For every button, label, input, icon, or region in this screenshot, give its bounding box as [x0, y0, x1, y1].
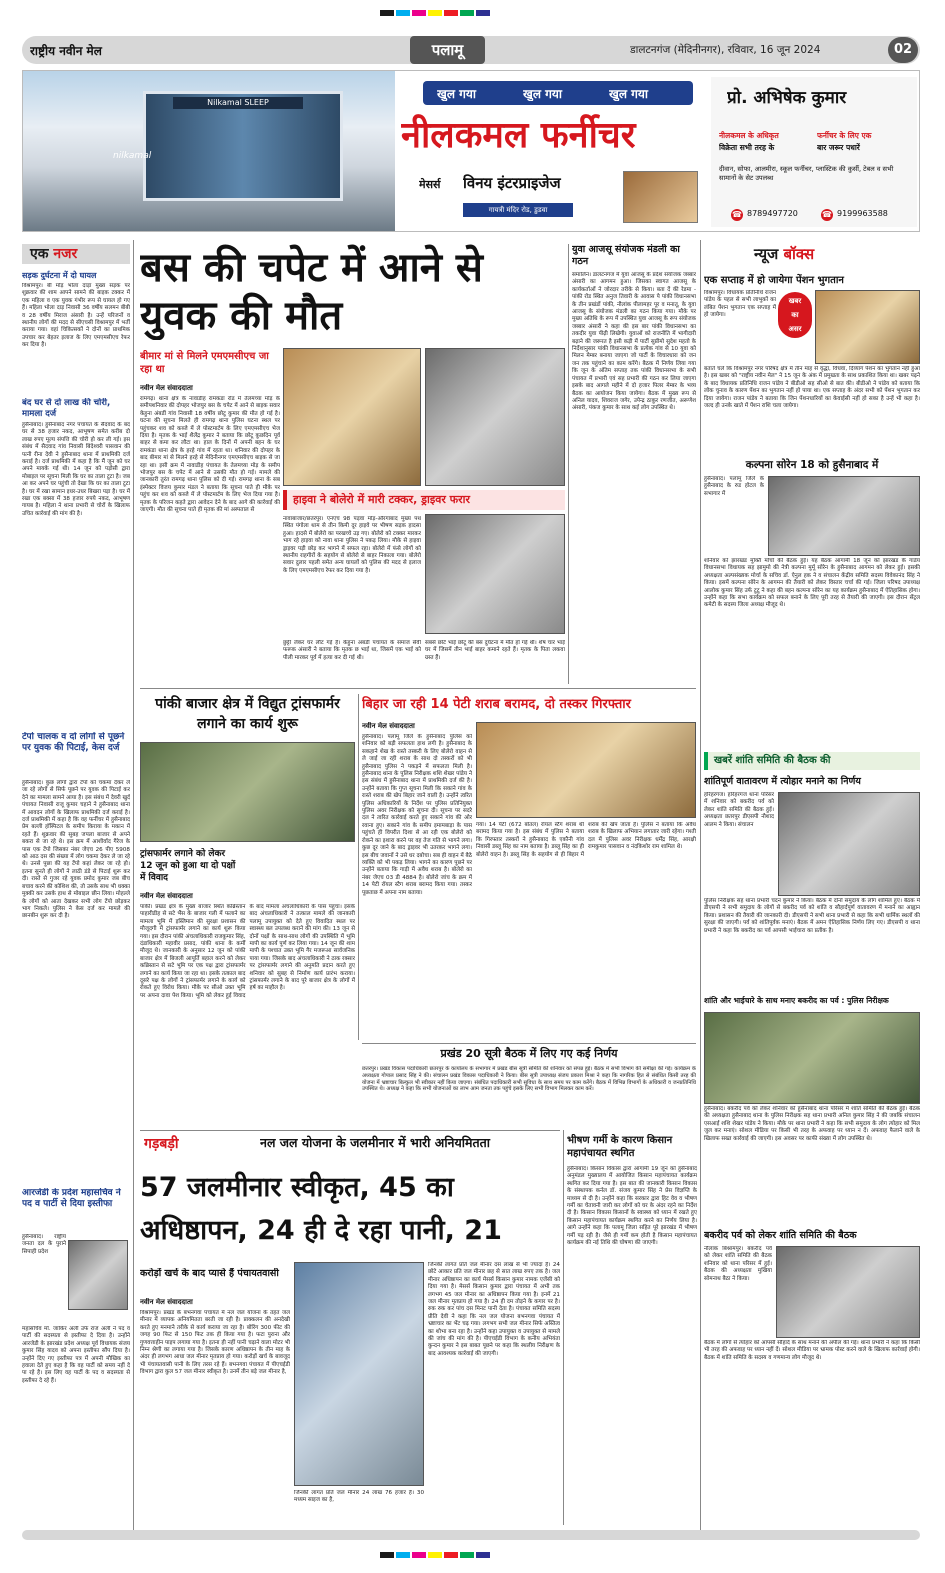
color-swatch: [412, 1552, 426, 1558]
furniture-advertisement: [22, 70, 920, 232]
column-rule: [700, 240, 701, 1530]
shanti-headline-1: शांतिपूर्ण वातावरण में त्योहार मनाने का निर्णय: [704, 776, 861, 787]
nazar-headline-4: आरजेडी के प्रदेश महासचिव ने पद व पार्टी से दिया इस्तीफा: [22, 1188, 121, 1209]
pankibazar-byline: नवीन मेल संवाददाता: [140, 892, 193, 900]
bakrid-headline: बकरीद पर्व को लेकर शांति समिति की बैठक: [704, 1230, 857, 1241]
sharab-headline: बिहार जा रही 14 पेटी शराब बरामद, दो तस्कर गिरफ्तार: [362, 697, 631, 712]
lead-continued-1: छुट्टी लेकर घर लौट गई है। केहुना अंबडीं पंचायत के समाज सेवी फरूक अंसारी ने बताया कि मृतक छ भाई था, जिसमें एक भाई को पीली मारकर पूर्व में हत्या कर दी गई थी।: [283, 640, 421, 661]
pankibazar-subheadline: ट्रांसफार्मर लगाने को लेकर 12 जून को हुआ था दो पक्षों में विवाद: [140, 849, 236, 883]
kalpana-body: शनिवार को झारखंड मुक्ति मोर्चा की बैठक हुई। यह बैठक आगामी 18 जून को झारखंड के गांडेय विधानसभा विधायक सह झामुमो की नेत्री कल्पना मुर्मू सोरेन के हुसैनाबाद आगमन को लेकर हुई। इसकी अध्यक्षता अल्पसंख्यक मोर्चा के सचिव डॉ. ऐनुल हक ने व संचालन केंद्रीय समिति सदस्य विवेकानंद सिंह ने किया। इसमें कल्पना सोरेन के आगमन की तैयारी को लेकर विस्तार चर्चा की गई। जिला परिषद उपाध्यक्ष आलोक कुमार सिंह उर्फ टुटू ने कहा की बहन कल्पना सोरेन का यह कार्यक्रम हुसैनाबाद में ऐतिहासिक होगा। उन्होंने कहा कि सभा कार्यक्रम को सफल बनाने के लिए पूरी तरह से तैयारी की जाएगी। इस दौरान सेंट्रल कमेटी के सदस्य जिला अध्यक्ष मौजूद थे।: [704, 558, 920, 609]
lead-subheadline: बीमार मां से मिलने एमएमसीएच जा रहा था: [140, 351, 269, 375]
column-rule: [563, 1130, 564, 1525]
yuva-body: समालिन। डालटनगंज में युवा आजसू के प्रदेश संयोजक जब्बार अंसारी का आगमन हुआ। जिसका स्वागत आजसू के कार्यकर्ताओं ने जोरदार तरीके से किया। बता दें की रेडमा - पांकी रोड स्थित अनुज तिवारी के आवास पे पांकी विधानसभा के तीन प्रखंडों पांकी, नौलांक पीलामहर पूर व मनातू, के युवा आजसू के संयोजक मंडली का गठन किया गया। मौके पर मुख्य अतिथि के रूप में उपस्थित युवा आजसू के रूप संयोजक जब्बार अंसारी ने कहा की इस बार पांकी विधानसभा का तकदीर युवा पीढ़ी लिखेगी। युवाओं को राजनीति में भागीदारी बढ़ाने की जरूरत है इसी कड़ी में पार्टी सुप्रीमो सुदेश महतो के निर्देशानुसार पांकी विधानसभा के प्रत्येक गांव से 10 युवा को मिलन मेम्बर बनाया जाएगा जो पार्टी के विचारधारा को जन जन तक पहुंचाने का काम करेंगे। बैठक में निर्णय लिया गया कि जून के अंतिम सप्ताह तक पांकी विधानसभा के सभी पंचायत में प्रभारी एवं सह प्रभारी की गठन कर लिया जाएगा इसके बाद आगले महीने में दो हजार पिलर मेम्बर के भव्य बैठक का आयोजन किया जायेगा। बैठक में मुख्य रूप से अनिल यादव, शिवराज जगेर, उपेन्द्र ठाकुर रणजीत, अरूणेश अंसारी, पंकज कुमार के साथ कई लोग उपस्थित थे।: [572, 272, 696, 412]
ek-nazar-label-a: एक: [30, 246, 54, 262]
color-swatch: [460, 10, 474, 16]
nazar-story-1: विश्रामपुर। बी मोड़ भोला दाड़ा मुख्य सड़क पर शुक्रवार की शाम आपने सामने की बाइक टक्कर में एक महिला व एक युवक गंभीर रूप से घायल हो गए हैं। महिला भोला दाड़ निवासी 36 वर्षीय सलमन बीबी व 28 वर्षीय मिराज अंसारी है। उन्हें परिजनों व स्थानीय लोगों की मदद से सीएचसी विश्रामपुर में भर्ती कराया गया। वहां चिकित्सकों ने दोनों का प्राथमिक उपचार कर बेहतर इलाज के लिए एमएमसीएच रेफर कर दिया है।: [22, 283, 130, 349]
news-box-label-a: न्यूज: [754, 245, 784, 263]
nazar-story-3: हुसैनाबाद। कुछ लोगों द्वारा टेंपो को चकमा देकर ले जा रहे लोगों से सिर्फ पूछने पर युवक की पिटाई कर देने का मामला सामने आया है। इस संबंध में देवरी खुर्द पंचायत निवासी राजू कुमार चहाने ने हुसैनाबाद थाना में आवदन लोगों के खिलाफ प्राथमिकी दर्ज कराई है। दर्ज प्राथमिकी में कहा है कि वह फर्नीचर में हुसैनाबाद प्रेम बल्ली हॉस्पिटल के समीप किराया के मकान में रहते हैं। शुक्रवार की सुबह जपला बाजार से अपने बकरा से जा रहे थे। इस क्रम में आशीर्वाद गैरेज के पास एक टेंपो जिसका नंबर जेएच 26 पीए 5908 को आठ दस की संख्या में लोग चकमा देकर ले जा रहे थे। उनसे पूछा की यह टेंपो कहां लेकर जा रहे हो। इतना सुनते ही लोगों ने लाठी डंडे से पिटाई शुरू कर दी। रास्ते से गुजर रहे युवक प्रमोद कुमार जब बीच बचाव करने की कोशिश की, तो उसके साथ भी धक्का मुक्की कर उसके हाथ से मोबाइल छीन लिया। मोहल्ले के लोगों को आता देखकर सभी लोग टेंपो छोड़कर भाग निकले। पुलिस ने केस दर्ज कर मामले की छानबीन शुरू कर दी है।: [22, 780, 130, 920]
paper-name: राष्ट्रीय नवीन मेल: [30, 44, 102, 58]
sutri-headline: प्रखंड 20 सूत्री बैठक में लिए गए कई निर्णय: [440, 1047, 618, 1060]
khul-gaya-1: खुल गया: [437, 87, 476, 101]
jalminar-body-continued: जिनकी लागत प्रति जल मीनार दस लाख से भी ज्यादा है। 24 छोटे आकार प्रति जल मीनार छह से सात लाख रुपए तक है। जल मीनार अधिष्ठापन का कार्य मेसर्स किसान कुमार नामक एजेंसी को दिया गया है। मेसर्स किसान कुमार द्वारा पंचायत में अभी तक लगभग 45 जल मीनार का अधिष्ठापन किया गया है। इनमें 21 जल मीनार मृतप्राय हो गया है। 24 ही दम तोड़ने के कगार पर है। रुक रुक कर पांच दस मिनट पानी देता है। पंचायत समिति सदस्य प्रीति देवी ने कहा कि नल जल योजना बभनगवा पंचायत में भ्रष्टाचार का भेंट चढ़ गया। लगभग सभी जल मीनार सिर्फ अस्तित्व का शोभा बना रहा है। उन्होंने कहा उपायुक्त व उपायुक्त से मामले की जांच की मांग की है। पीएचईडी विभाग के कनीय अभियंता कुन्दन कुमार ने इस बाबत पूछने पर कहा कि स्थलीय निरीक्षण के बाद आवश्यक कार्रवाई की जाएगी।: [428, 1262, 560, 1357]
color-swatch: [380, 10, 394, 16]
jalminar-subheadline: करोड़ों खर्च के बाद प्यासे हैं पंचायतवासी: [140, 1268, 279, 1279]
yuva-headline: युवा आजसू संयोजक मंडली का गठन: [572, 244, 680, 267]
pankibazar-headline: पांकी बाजार क्षेत्र में विद्युत ट्रांसफार्मर लगाने का कार्य शुरू: [155, 696, 340, 732]
seized-liquor-photo: [476, 722, 696, 818]
column-rule: [568, 244, 569, 684]
color-swatch: [396, 10, 410, 16]
storefront-sign: Nilkamal SLEEP: [173, 97, 303, 109]
color-swatch: [476, 1552, 490, 1558]
column-rule: [358, 694, 359, 1040]
column-rule: [133, 240, 134, 1530]
highway-headline: हाइवा ने बोलेरो में मारी टक्कर, ड्राइवर फरार: [283, 490, 565, 510]
lead-headline: बस की चपेट में आने से युवक की मौत: [140, 245, 483, 339]
accident-bolero-photo: [425, 514, 565, 634]
ad-items: दीवान, सोफा, आलमीरा, स्कूल फर्नीचर, प्लास्टिक की कुर्सी, टेबल व सभी सामानों के सेट उपलब्ध: [719, 165, 894, 182]
nazar-headline-2: बंद घर से दो लाख की चोरी, मामला दर्ज: [22, 398, 111, 419]
phone-icon: ☎: [732, 210, 742, 219]
section-rule: [140, 1130, 560, 1131]
jalminar-body: विश्रामपुर। प्रखंड के बभनगवा पंचायत में नल जल योजना के तहत जल मीनार में व्यापक अनियमितता बरती जा रही है। प्राक्कलन की अनदेखी करते हुए मनमाने तरीके से कार्य कराया जा रहा है। बोरिंग 300 फीट की जगह 90 फिट से 150 फिट तक ही किया गया है। फटा पुराना और गुणवत्ताहीन पाइप लगाया गया है। इतना ही नहीं पानी चढ़ाने वाला मोटर भी निम्न श्रेणी का लगाया गया है। जिसके कारण अधिष्ठापन के तीन माह के अंदर ही लगभग आधा जल मीनार मृतप्राय हो गया। करोड़ों खर्च के बावजूद भी पंचायतवासी पानी के लिए तरस रहे हैं। बभनगवा पंचायत में पीएचईडी विभाग द्वारा कुल 57 जल मीनार स्वीकृत है। उनमें तीन बड़े जल मीनार है,: [140, 1310, 290, 1376]
ek-nazar-label-b: नजर: [53, 246, 78, 262]
ad-line-2a: फर्नीचर के लिए एक: [817, 131, 872, 140]
jalminar-kicker: नल जल योजना के जलमीनार में भारी अनियमितता: [260, 1135, 490, 1150]
impact-badge: [778, 292, 812, 338]
section-rule: [140, 688, 696, 689]
shanti-intro-1: हरिहरगंज। हरिहरगंज थाना परिसर में शनिवार को बकरीद पर्व को लेकर शांति समिति की बैठक हुई। अध्यक्षता छतरपुर डीएसपी नौशाद आलम ने किया। संचालन: [704, 792, 774, 828]
ad-right-panel: [711, 77, 917, 227]
color-swatch: [380, 1552, 394, 1558]
color-swatch: [444, 1552, 458, 1558]
sharab-body-continued: गया। 14 पेटी (672 बोतल) रॉयल स्टैग शराब थी बरामद किया गया है। इस संबंध में पुलिस ने बताया कि गिरफ्तार तस्करों ने हुसैनाबाद के एकौनी गांव निवासी डब्लू सिंह का नाम बताया है। डब्लू सिंह का ही बोलेरो वाहन है। डब्लू सिंह के सहयोग से ही बिहार में शराब की खेप जाता है। पुलिस ने बताया कि अवैध शराब के खिलाफ अभियान लगातार जारी रहेगा। गश्ती दल में पुलिस अवर निरीक्षक धर्मेंद्र सिंह, आरक्षी रामकुमार पासवान व नंदकिशोर राम शामिल थे।: [476, 822, 696, 858]
pension-body: बताते चलें कि विश्रामपुर नगर परिषद क्षेत्र में तीन माह से वृद्धा, विधवा, दिव्यांग पेंशन का भुगतान नहीं हुआ है। इस खबर को "राष्ट्रीय नवीन मेल" ने 15 जून के अंक में प्रमुखता के साथ प्रकाशित किया था। खबर पढ़ने के बाद विधायक प्रतिनिधि राजन पांडेय ने बीडीओ सह सीओ से बात की। बीडीओ ने पांडेय को बताया कि लोक चुनाव के कारण पेंशन का भुगतान नहीं हो पाया था। एक सप्ताह के अंदर सभी को पेंशन भुगतान कर दिया जायेगा। राजन पांडेय ने बताया कि जिन पेंशनधारियों का केवाईसी नहीं हो सका है उन्हें भी कहा है। जल्द ही उनके खाते में पेंशन राशि चला जायेगा।: [704, 366, 920, 410]
pension-intro: विश्रामपुर। विधायक प्रतिनिधि राजन पांडेय के पहल से सभी लाभुकों का लंबित पेंशन भुगतान एक सप्ताह में हो जायेगा।: [704, 290, 776, 319]
khul-gaya-3: खुल गया: [609, 87, 648, 101]
color-swatch: [396, 1552, 410, 1558]
shanti-meeting-photo-1: [778, 792, 920, 896]
sutri-body: छतरपुर। प्रखंड विकास पदाधिकारी छतरपुर के कार्यालय के सभागार में प्रखंड बीस सूत्री समिति की शनिवार को संपन्न हुई। बैठक में सभी विभाग की समीक्षा की गई। कार्यक्रम के अध्यक्षता गोपाल प्रसाद सिंह ने की। संचालन प्रखंड विकास पदाधिकारी ने किया। बीस सूत्री उपाध्यक्ष संजय प्रकाश मिश्रा ने कहा कि नागरिक हित से संबंधित किसी तरह की योजना में भ्रष्टाचार बिल्कुल भी स्वीकार नहीं किया जाएगा। संबंधित पदाधिकारी सभी सुविधा के साथ समय पर काम करेंगे। बैठक में विभिन्न विभागों के अधिकारी व जनप्रतिनिधि उपस्थित थे। अध्यक्ष ने कहा कि सभी योजनाओं का लाभ आम जनता तक पहुंचे इसके लिए सभी विभाग मिलकर काम करें।: [362, 1066, 696, 1093]
firm-address: गायत्री मंदिर रोड, डुडवा: [463, 203, 573, 217]
firm-name: विनय इंटरप्राइजेज: [463, 174, 561, 192]
bakrid-body: बैठक में लोगों से त्योहार को आपसी सौहार्द के साथ मनाने की अपील की गई। थाना प्रभारी ने कहा कि किसी भी तरह की अफवाह पर ध्यान नहीं दें। सोशल मीडिया पर भ्रामक पोस्ट करने वाले के खिलाफ कार्रवाई होगी। बैठक में शांति समिति के सदस्य व गणमान्य लोग मौजूद थे।: [704, 1340, 920, 1361]
messrs-label: मेसर्स: [419, 178, 441, 191]
shanti-section-title: खबरें शांति समिति की बैठक की: [704, 752, 920, 770]
proprietor-name: प्रो. अभिषेक कुमार: [727, 88, 847, 108]
ad-brand-name: नीलकमल फर्नीचर: [401, 115, 636, 156]
leader-portrait-photo: [68, 1240, 128, 1310]
shanti-meeting-photo-2: [704, 1012, 920, 1104]
impact-badge-line-3: असर: [788, 325, 802, 333]
khul-gaya-2: खुल गया: [523, 87, 562, 101]
kalpana-intro: हुसैनाबाद। पलामू जिले के हुसैनाबाद के रुड होटल के सभागार में: [704, 476, 764, 497]
news-box-label-b: बॉक्स: [783, 245, 815, 263]
nazar-story-2: हुसैनाबाद। हुसैनाबाद नगर पंचायत के सैदवाद के बंद घर से 38 हजार नकद, आभूषण समेत करीब दो लाख रुपए मूल्य संपत्ति की चोरी हो कर ली गई। इस संबंध में सैदवाद गांव निवासी बिंदेश्वरी पासवान की पत्नी रीना देवी ने हुसैनाबाद थाना में प्राथमिकी दर्ज कराई है। दर्ज प्राथमिकी में कहा है कि मैं जून को घर अपने मायके गई थी। 14 जून को पड़ोसी द्वारा मोबाइल पर सूचना मिली कि घर का ताला टूटा है। जब आ कर अपने घर पहुंची तो देखा कि घर का ताला टूटा है। घर में रखा सामान इधर-उधर बिखरा पड़ा है। घर में रखा एक बक्सा में 38 हजार रुपये नकद, आभूषण गायब है। महिला ने थाना प्रभारी से चोरों के खिलाफ उचित कार्रवाई की मांग की है।: [22, 422, 130, 517]
registration-color-bar: [380, 4, 580, 16]
ad-line-2b: बार जरूर पधारें: [817, 143, 860, 152]
bhishan-headline: भीषण गर्मी के कारण किसान महापंचायत स्थगित: [567, 1135, 673, 1159]
section-rule: [362, 1043, 696, 1044]
section-title: पलामू: [410, 36, 485, 64]
footer-bar: [22, 1530, 920, 1540]
storefront-photo: [23, 71, 395, 231]
shanti-body-1: पुलिस निरीक्षक सह थाना प्रभारी चंदन कुमार ने किया। बैठक में दोनों समुदाय के लोग शामिल हुए। बैठक में डीएसपी ने सभी समुदाय के लोगों से बकरीद पर्व को शांति व सौहार्दपूर्ण वातावरण में मनाने का आह्वान किया। प्रशासन की तैयारी की जानकारी दी। डीएसपी ने सभी थाना प्रभारी से कहा कि सभी धार्मिक स्थलों की सुरक्षा की जाएगी। पर्व को शांतिपूर्वक मनाएं। बैठक में अमन ऐतिहासिक निर्णय लिए गए। डीएसपी व थाना प्रभारी ने कहा कि बकरीद का पर्व आपसी भाईचारा का प्रतीक है।: [704, 898, 920, 934]
registration-color-bar-bottom: [380, 1546, 580, 1558]
sharab-body: हुसैनाबाद। पलामू जिले के हुसैनाबाद पुलिस को शनिवार को बड़ी सफलता हाथ लगी है। हुसैनाबाद के सकहाने शेख के रास्ते तस्करी के लिए बोलेरो वाहन से ले जाई जा रही शराब के साथ दो तस्करों को भी हुसैनाबाद पुलिस ने पकड़ने में सफलता मिली है। हुसैनाबाद थाना के पुलिस निरीक्षक शशि शेखर पांडेय ने इस संबंध में हुसैनाबाद थाना में प्राथमिकी दर्ज की है। उन्होंने बताया कि गुप्त सूचना मिली कि सकाने गांव के रास्ते शराब की खेप बिहार जाने वाली है। उन्होंने त्वरित पुलिस अधिकारियों के निर्देश पर पुलिस प्रतिनियुक्त पुलिस अवर निरीक्षक को सूचना दी। सूचना पर सदरे दल ने त्वरित कार्रवाई करते हुए सकाने गांव की ओर रवाना हुए। सकाने गांव के समीप इमामबाड़ा के पास पहुंचते ही विपरीत दिशा से आ रही एक बोलेरो को रोकने का इशारा करने पर वह तेज गति से भागने लगा। कुछ दूर जाने के बाद ड्राइवर भी उतरकर भागने लगा। इस बीच जवानों ने उसे धर दबोचा। सब ही वाहन में बैठे व्यक्ति को भी पकड़ लिया। भागने का कारण पूछने पर उन्होंने बताया कि गाड़ी में अवैध शराब है। बोलेरो का नंबर जेएच 03 डी 4884 है। बोलेरो जांच के क्रम में 14 पेटी रॉयल स्टैग शराब बरामद किया गया। तस्कर पूछताछ में अपना नाम बताया।: [362, 734, 472, 896]
lead-body: रामगढ़। थाना क्षेत्र के नावाडीह रामकंडा रोड में तेलमच्या मोड़ के समीपशनिवार की दोपहर भोजपुर बस के चपेट में आने से बाइक सवार केहुना अंबडीं गांव निवासी 18 वर्षीय छोटू कुमार की मौत हो गई है। घटना की सूचना मिलते ही रामगढ़ थाना पुलिस घटना स्थल पर पहुंचकर शव को कब्जे में ले पोस्टमार्टम के लिए एमएमसीएच भेज दिया है। मृतक के भाई शैलेंद्र कुमार ने बताया कि छोटू कुछदिन पूर्व बाहर से कमा कर लौटा था। हाल के दिनों में अपनी बहन के घर रामकंडा थाना क्षेत्र के हरहे गांव में रहता था। शनिवार की दोपहर के बाद बीमार मां से मिलने हरहे से मेदिनीनगर एमएमसीएच बाइक से जा रहा था। इसी क्रम में नावाडीह पंचायत के तेलमच्या मोड़ के समीप भोजपुर बस के चपेट में आने से उसकी मौत हो गई। मामले की जानकारी तुरंत रामगढ़ थाना पुलिस को दी गई। रामगढ़ थाना के सब इंस्पेक्टर विजय कुमार मंडल ने बताया कि सूचना पाते ही मौके पर पहुंच कर शव को कब्जे में ले पोस्टमार्टम के लिए भेज दिया गया है। मृतक के परिजन कहते द्वारा आवेदन देने के बाद आगे की कार्रवाई की जाएगी। मौत की सूचना पाते ही मृतक की मां अस्पताल से: [140, 396, 280, 514]
highway-body: नावाबाजार/छतरपुर। एनएच 98 पड़वा मोड़-औरंगाबाद मुख्य पथ स्थित पंगोला थाम से तीन किमी दूर हाइवे पर भीषण सड़क हादसा हुआ। हादसे में बोलेरो का परखच्चे उड़ गए। बोलेरो को टक्कर मारकर भाग रहे हाइवा को नावा थाना पुलिस ने पकड़ लिया। मौके से हाइवा ड्राइवर पड़ी छोड़ कर भागने में सफल रहा। बोलेरो में फंसे लोगों को स्थानीय राहगीरों के सहयोग से बोलेरो से बाहर निकाला गया। बोलेरो सवार दुलार पहली समेत अन्य घायलों को पुलिस की मदद से इलाज के लिए एमएमसीएच रेफर कर दिया गया है।: [283, 516, 421, 574]
nazar-headline-1: सड़क दुर्घटना में दो घायल: [22, 271, 97, 280]
bhishan-body: हुसैनाबाद। किसान विकास द्वारा आगामी 19 जून को हुसैनाबाद अनुमंडल मुख्यालय में आयोजित किसान महापंचायत कार्यक्रम स्थगित कर दिया गया है। इस बात की जानकारी किसान विकास के संस्थापक कर्नल डॉ. संजय कुमार सिंह ने प्रेस विज्ञप्ति के माध्यम से दी है। उन्होंने कहा कि सरकार द्वारा हिट वेव व भीषण गर्मी का चेतावनी जारी कर लोगों को घर के अंदर रहने का निर्देश दी है। किसान विकास किसानों के स्वास्थ्य को ध्यान में रखते हुए किसान महापंचायत कार्यक्रम स्थगित करने का निर्णय लिया है। आगे उन्होंने कहा कि पलामू जिला सहित पूरे झारखंड में भीषण गर्मी पड़ रही है। जैसे ही गर्मी कम होती है किसान महापंचायत कार्यक्रम की नई तिथि की घोषणा की जाएगी।: [567, 1166, 697, 1247]
ad-line-1a: नीलकमल के अधिकृत: [719, 131, 779, 140]
damaged-bike-photo: [425, 348, 565, 486]
shanti-body-2: हुसैनाबाद। बकरीद पर्व को लेकर शनिवार को हुसैनाबाद थाना परिसर में शांति समिति की बैठक हुई। बैठक की अध्यक्षता हुसैनाबाद थाना के पुलिस निरीक्षक सह थाना प्रभारी अनिल कुमार सिंह ने की जबकि संचालन एसआई शशि शेखर पांडेय ने किया। मौके पर थाना प्रभारी ने कहा कि सभी समुदाय के लोग त्योहार को मिल जुल कर मनाएं। सोशल मीडिया पर किसी भी तरह के अफवाह पर ध्यान न दें। अफवाह फैलाने वाले के खिलाफ सख्त कार्रवाई की जाएगी। इस अवसर पर काफी संख्या में लोग उपस्थित थे।: [704, 1106, 920, 1142]
color-swatch: [412, 10, 426, 16]
phone-1: 8789497720: [747, 209, 798, 218]
jalminar-headline: 57 जलमीनार स्वीकृत, 45 का अधिष्ठापन, 24 ही दे रहा पानी, 21: [140, 1172, 502, 1246]
ek-nazar-label: [22, 244, 130, 264]
news-box-label: [704, 244, 920, 264]
bakrid-meeting-photo: [776, 1246, 920, 1338]
sharab-byline: नवीन मेल संवाददाता: [362, 722, 415, 730]
impact-badge-line-2: का: [791, 311, 799, 319]
water-tower-photo: [294, 1262, 424, 1486]
color-swatch: [444, 10, 458, 16]
nazar-story-4: महासचिव मो. जाकिर अली उर्फ राज अली ने पद व पार्टी की सदस्यता से इस्तीफा दे दिया है। उन्होंने आरजेडी के झारखंड प्रदेश अध्यक्ष पूर्व विधायक संजय कुमार सिंह यादव को अपना इस्तीफा सौंप दिया है। उन्होंने दिए गए इस्तीफा पत्र में अपनी मौखिक का हवाला देते हुए कहा है कि वह पार्टी को समय नहीं दे पा रहे है। इस लिए वह पार्टी के पद व सदस्यता से इस्तीफा दे रहे हैं।: [22, 1326, 130, 1384]
ad-line-1b: विक्रेता सभी तरह के: [719, 143, 775, 152]
kalpana-headline: कल्पना सोरेन 18 को हुसैनाबाद में: [745, 459, 879, 471]
shanti-headline-2: शांति और भाईचारे के साथ मनाए बकरीद का पर्व : पुलिस निरीक्षक: [704, 996, 889, 1005]
pankibazar-body: पांकी। प्रखंड क्षेत्र के मुख्य बाजार स्थित कब्रिस्तान पाहारीडीह से सटे भैंस के बाजार गली में फलाने का मामला भूमि में इस्लिमान की सुरक्षा प्रशासन की मौजूदगी में ट्रांसफार्मर लगाने का कार्य शुरू किया गया। इस दौरान पांकी अंचलाधिकारी राजकुमार सिंह, दंडाधिकारी महावीर प्रसाद, पांकी थाना के कर्मी मौजूद थे। जानकारी के अनुसार 12 जून को पांकी बाजार क्षेत्र में बिजली आपूर्ति बहाल करने को लेकर कब्रिस्तान से सटे भूमि पर एक पक्ष द्वारा ट्रांसफार्मर लगाने का कार्य किया जा रहा था। इसके तत्काल बाद दूसरे पक्ष के लोगों ने ट्रांसफार्मर लगाने के कार्य को रोकते हुए विरोध किया। मौके पर सीओ उक्त भूमि पर अपना दावा पेश किया। भूमि को लेकर हुई विवाद के बाद मामला अंचलाधिकारी के पास पहुंचा। इसके बाद अंचलाधिकारी ने तत्काल मामले की जानकारी पलामू उपायुक्त को देते हुए विवादित स्थल पर स्वास्थ्य बल उपलब्ध कराने की मांग की। 13 जून से दोनों पक्षों के साथ-साथ लोगों की उपस्थिति में भूमि मापी का कार्य पूर्ण कर लिया गया। 14 जून की शाम मापी के पश्चात उक्त भूमि गैर मजरूआ सार्वजनिक पाया गया। जिसके बाद अंचलाधिकारी ने ठाक रक्सार पर ट्रांसफार्मर लगाने की अनुमति प्रदान करते हुए शनिवार को सुबह से निर्माण कार्य प्रारंभ कराया। ट्रांसफार्मर लगाने के बाद पूरे बाजार क्षेत्र के लोगों में हर्ष का माहौल है।: [140, 904, 355, 999]
newspaper-clipping-image: [815, 290, 920, 364]
mourning-family-photo: [283, 348, 421, 486]
color-swatch: [476, 10, 490, 16]
storefront-sign-2: nilkamal: [113, 151, 152, 161]
pension-headline: एक सप्ताह में हो जायेगा पेंशन भुगतान: [704, 275, 844, 286]
jalminar-byline: नवीन मेल संवाददाता: [140, 1298, 193, 1306]
transformer-officials-photo: [140, 742, 355, 842]
nazar-story-4-intro: हुसैनाबाद। राष्ट्रीय जनता दल के पुराने सिपाही प्रदेश: [22, 1234, 66, 1255]
lead-byline: नवीन मेल संवाददाता: [140, 384, 193, 392]
nazar-headline-3: टेंपो चालक व दो लोगों से पूछने पर युवक की पिटाई, केस दर्ज: [22, 732, 125, 753]
dateline: डालटनगंज (मेदिनीनगर), रविवार, 16 जून 2024: [630, 44, 821, 56]
water-tower-caption: जिनकी लागत प्रति जल मीनार 24 लाख 76 हजार है। 30 मध्यम साइज का है,: [294, 1490, 424, 1504]
color-swatch: [428, 1552, 442, 1558]
color-swatch: [428, 10, 442, 16]
page-number: 02: [888, 37, 918, 63]
lead-continued-2: सबसे छोटे भाई छोटू की बस दुर्घटना में मौत हो गई थी। शेष चार भाई घर में जिसमें तीन भाई बाहर कमाने रहते हैं। मृतक के पिता लकवा ग्रस्त हैं।: [425, 640, 565, 661]
phone-2: 9199963588: [837, 209, 888, 218]
color-swatch: [460, 1552, 474, 1558]
phone-icon: ☎: [822, 210, 832, 219]
jmm-meeting-photo: [768, 476, 920, 556]
opening-banner: [423, 81, 693, 105]
furniture-product-photos: [623, 171, 698, 223]
impact-badge-line-1: खबर: [788, 297, 802, 305]
jalminar-tag: गड़बड़ी: [144, 1136, 179, 1152]
bakrid-intro: नौलांक बिश्रामपुर। बकरीद पर्व को लेकर शांति समिति की बैठक शनिवार को थाना परिसर में हुई। बैठक की अध्यक्षता मुखिया सोमनाथ बैठा ने किया।: [704, 1246, 772, 1282]
